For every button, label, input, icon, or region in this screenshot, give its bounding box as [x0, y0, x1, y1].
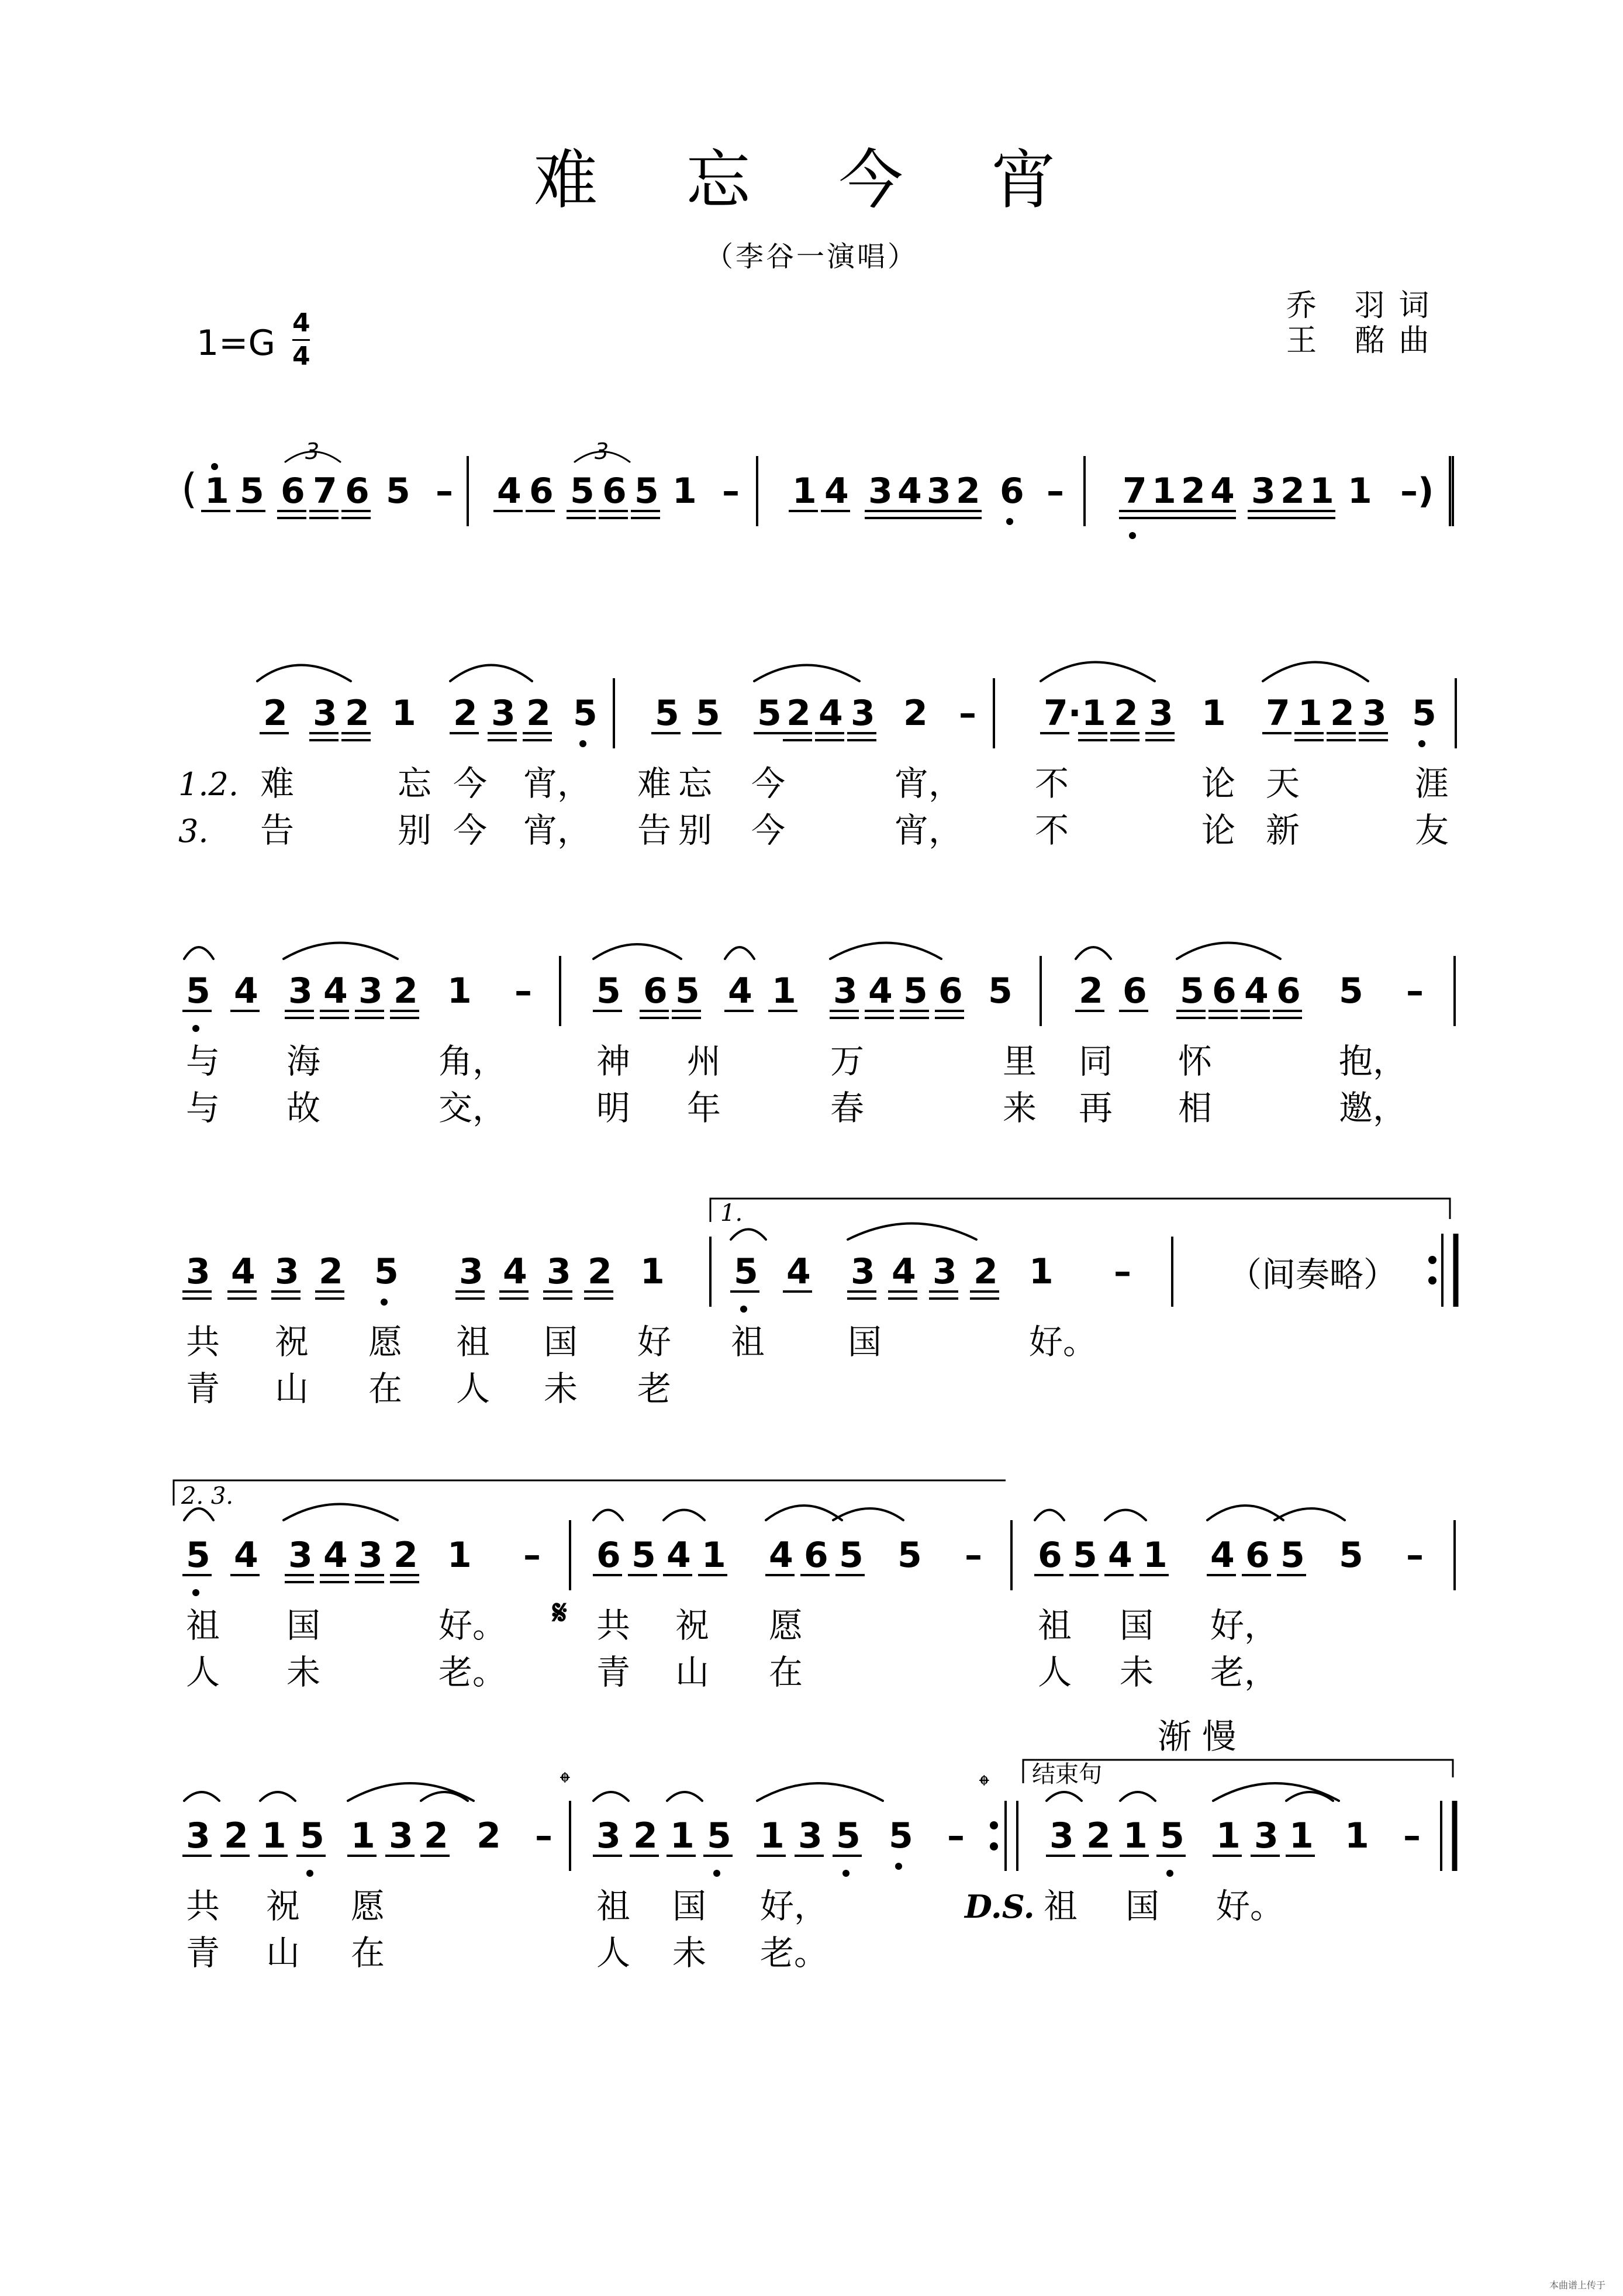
lyric-syllable: 怀 [1178, 1041, 1213, 1081]
note: 1 [672, 471, 697, 512]
note: 6 [643, 971, 668, 1011]
note: 3 [491, 693, 516, 734]
lyric-syllable: 愿 [769, 1606, 803, 1645]
lyric-syllable: D.S. [965, 1888, 1035, 1925]
note: 1 [640, 1251, 665, 1292]
lyric-syllable: 年 [687, 1088, 721, 1128]
note: – [1406, 1535, 1424, 1576]
note: – [514, 971, 532, 1011]
note: 6 [596, 1535, 621, 1576]
note: 4 [819, 693, 843, 734]
note: 1 [1348, 471, 1372, 512]
lyric-syllable: 人 [456, 1369, 491, 1408]
note: 3 [186, 1251, 210, 1292]
note: 5 [839, 1535, 864, 1576]
note: 1 [1345, 1815, 1369, 1856]
lyric-syllable: 里 [1003, 1041, 1037, 1081]
octave-dot [1166, 1870, 1173, 1877]
lyric-syllable: 忘 [398, 764, 432, 803]
note: 1 [447, 971, 472, 1011]
note: 5 [374, 1251, 399, 1292]
note: 3 [313, 693, 337, 734]
note: 2 [1114, 693, 1138, 734]
note: 1 [205, 471, 229, 512]
lyric-syllable: 国 [1120, 1606, 1154, 1645]
score-row-5 [182, 1520, 1455, 1692]
lyric-syllable: 好。 [438, 1606, 507, 1645]
composer-credit: 王 酩曲 [1286, 323, 1444, 358]
segno-mark: 𝄋 [552, 1593, 567, 1632]
note: 3 [851, 693, 875, 734]
note: 4 [728, 971, 752, 1011]
note: – [1114, 1251, 1131, 1292]
note: 5 [570, 471, 595, 512]
note: 5 [186, 1535, 210, 1576]
lyric-syllable: 在 [769, 1652, 803, 1692]
note: 5 [988, 971, 1013, 1011]
octave-dot [1418, 740, 1425, 747]
note: – [722, 471, 740, 512]
note: 6 [1212, 971, 1237, 1011]
note: 3 [1251, 471, 1276, 512]
note: 2 [1079, 971, 1103, 1011]
note: 4 [786, 1251, 811, 1292]
lyric-syllable: 再 [1079, 1088, 1113, 1128]
note: – [1406, 971, 1424, 1011]
lyric-syllable: 国 [672, 1886, 707, 1926]
note: 6 [1245, 1535, 1270, 1576]
note: 5 [675, 971, 700, 1011]
lyric-syllable: 今 [751, 764, 786, 803]
note: 6 [281, 471, 305, 512]
lyric-syllable: 神 [596, 1041, 631, 1081]
note: 3 [596, 1815, 621, 1856]
lyric-syllable: 来 [1003, 1088, 1037, 1128]
note: 4 [667, 1535, 691, 1576]
triplet-mark-1: 3 [305, 439, 320, 464]
lyric-syllable: 未 [1120, 1652, 1154, 1692]
note: 5 [707, 1815, 731, 1856]
note: 1 [1201, 693, 1226, 734]
note: 3 [1362, 693, 1387, 734]
note: – [1047, 471, 1064, 512]
note: 3 [868, 471, 893, 512]
lyric-syllable: 好。 [1216, 1886, 1284, 1926]
note: 5 [1073, 1535, 1097, 1576]
note: 3 [186, 1815, 210, 1856]
lyric-syllable: 国 [1125, 1886, 1160, 1926]
octave-dot [192, 1589, 199, 1596]
octave-dot [842, 1870, 850, 1877]
note: 4 [323, 971, 348, 1011]
note: 5 [734, 1251, 758, 1292]
lyric-syllable: 交， [438, 1088, 507, 1128]
footer-note: 本曲谱上传于 [1549, 2280, 1605, 2291]
score-row-2 [178, 678, 1456, 850]
note: 6 [1276, 971, 1301, 1011]
lyric-syllable: 祖 [186, 1606, 220, 1645]
lyric-syllable: 青 [186, 1369, 220, 1408]
lyricist-credit: 乔 羽词 [1286, 288, 1444, 323]
lyric-syllable: 告 [260, 810, 295, 850]
lyric-syllable: 青 [186, 1933, 220, 1973]
note: 4 [234, 1535, 258, 1576]
note: 5 [596, 971, 621, 1011]
note: 3 [459, 1251, 484, 1292]
note: 7 [313, 471, 337, 512]
note: 1 [772, 971, 796, 1011]
note: 2 [319, 1251, 343, 1292]
lyric-syllable: 邀， [1339, 1088, 1407, 1128]
lyric-syllable: 告 [637, 810, 672, 850]
score-row-1 [181, 456, 1453, 539]
note: 2 [453, 693, 478, 734]
lyric-syllable: 新 [1266, 810, 1300, 850]
note: 3 [547, 1251, 571, 1292]
note: 1 [1289, 1815, 1314, 1856]
lyric-syllable: 老 [637, 1369, 672, 1408]
note: 7 [1266, 693, 1290, 734]
note: 3 [1049, 1815, 1074, 1856]
note: 1 [1123, 1815, 1148, 1856]
lyric-syllable: 共 [186, 1886, 220, 1926]
octave-dot [895, 1863, 902, 1870]
note: 4 [231, 1251, 255, 1292]
note: 2 [224, 1815, 248, 1856]
note: 2 [393, 1535, 418, 1576]
note: 3 [288, 1535, 313, 1576]
note: 1 [392, 693, 416, 734]
score-row-6 [182, 1801, 1421, 1973]
note: 5 [1412, 693, 1436, 734]
note: 2 [903, 693, 928, 734]
note: 2 [393, 971, 418, 1011]
note: 5 [186, 971, 210, 1011]
lyric-syllable: 祝 [266, 1886, 301, 1926]
octave-dot [1129, 532, 1136, 539]
lyric-syllable: 明 [596, 1088, 631, 1128]
lyric-syllable: 山 [675, 1652, 710, 1692]
note: 2 [633, 1815, 658, 1856]
lyric-syllable: 共 [596, 1606, 631, 1645]
lyric-syllable: 人 [596, 1933, 631, 1973]
note: 6 [1123, 971, 1147, 1011]
note: 4 [892, 1251, 916, 1292]
lyric-syllable: 好。 [1029, 1322, 1097, 1362]
note: 5 [836, 1815, 861, 1856]
lyric-syllable: 论 [1201, 810, 1236, 850]
note: 6 [1000, 471, 1024, 512]
note: 5 [631, 1535, 656, 1576]
note: 1 [1143, 1535, 1168, 1576]
note: 1 [670, 1815, 695, 1856]
note: 4 [824, 471, 849, 512]
note: 6 [804, 1535, 828, 1576]
note: 1 [760, 1815, 785, 1856]
lyric-syllable: 海 [286, 1041, 321, 1081]
song-title: 难 忘 今 宵 [533, 143, 1090, 217]
note: 5 [634, 471, 659, 512]
note: 2 [786, 693, 811, 734]
lyric-syllable: 青 [596, 1652, 631, 1692]
note: 2 [526, 693, 551, 734]
key-signature: 1=G [196, 323, 275, 364]
note: 5 [903, 971, 928, 1011]
lyric-syllable: 老。 [760, 1933, 828, 1973]
lyric-syllable: 同 [1079, 1041, 1113, 1081]
lyric-syllable: 宵， [523, 764, 592, 803]
note: – [523, 1535, 541, 1576]
note: – [436, 471, 453, 512]
note: 1 [1082, 693, 1106, 734]
note: 6 [529, 471, 554, 512]
octave-dot [1006, 518, 1013, 525]
lyric-syllable: 今 [453, 810, 488, 850]
note: 2 [973, 1251, 998, 1292]
lyric-syllable: 别 [398, 810, 432, 850]
lyric-syllable: 与 [186, 1041, 220, 1081]
octave-dot [381, 1299, 388, 1306]
lyric-syllable: 未 [286, 1652, 321, 1692]
note: 4 [769, 1535, 793, 1576]
note: 2 [1086, 1815, 1111, 1856]
note: 3 [275, 1251, 299, 1292]
note: – [959, 693, 976, 734]
lyric-syllable: 山 [275, 1369, 309, 1408]
note: 5 [757, 693, 782, 734]
lyric-syllable: 祖 [1038, 1606, 1072, 1645]
note: 1 [792, 471, 817, 512]
lyric-syllable: 国 [286, 1606, 321, 1645]
note: 3 [389, 1815, 413, 1856]
note: 1 [702, 1535, 726, 1576]
octave-dot [211, 463, 218, 470]
note: 2 [1330, 693, 1355, 734]
note: ( [181, 465, 198, 513]
score-rows [178, 456, 1456, 1973]
note: – [535, 1815, 552, 1856]
note: – [965, 1535, 982, 1576]
lyric-syllable: 祖 [596, 1886, 631, 1926]
volta-1-label: 1. [720, 1200, 743, 1227]
lyric-syllable: 国 [848, 1322, 882, 1362]
lyric-syllable: 愿 [368, 1322, 403, 1362]
lyric-syllable: 不 [1035, 764, 1069, 803]
lyric-syllable: 友 [1415, 810, 1449, 850]
note: 5 [696, 693, 720, 734]
note: 5 [573, 693, 598, 734]
note: 2 [1280, 471, 1305, 512]
time-signature-bottom: 4 [292, 341, 310, 371]
note: 3 [927, 471, 951, 512]
lyric-syllable: 3. [178, 813, 209, 850]
note: 5 [300, 1815, 324, 1856]
lyric-syllable: 祖 [1044, 1886, 1078, 1926]
lyric-syllable: 人 [1038, 1652, 1072, 1692]
note: 6 [938, 971, 963, 1011]
note: 1 [351, 1815, 375, 1856]
note: 3 [1149, 693, 1173, 734]
lyric-syllable: 州 [687, 1041, 721, 1081]
lyric-syllable: 祖 [456, 1322, 491, 1362]
lyric-syllable: 老， [1210, 1652, 1279, 1692]
lyric-syllable: 宵， [895, 810, 963, 850]
lyric-syllable: 涯 [1415, 764, 1449, 803]
lyric-syllable: 忘 [678, 764, 713, 803]
note: 5 [1160, 1815, 1185, 1856]
lyric-syllable: 好， [760, 1886, 828, 1926]
note: 2 [476, 1815, 501, 1856]
lyric-syllable: 春 [830, 1088, 865, 1128]
octave-dot [713, 1870, 720, 1877]
note: 5 [1180, 971, 1204, 1011]
lyric-syllable: 别 [678, 810, 713, 850]
lyric-syllable: 未 [544, 1369, 578, 1408]
volta-23-label: 2. 3. [181, 1483, 234, 1510]
note: 1 [262, 1815, 286, 1856]
note: 3 [833, 971, 858, 1011]
note: 5 [1280, 1535, 1305, 1576]
score-row-4 [182, 1237, 1172, 1408]
lyric-syllable: 角， [438, 1041, 507, 1081]
lyric-syllable: 祝 [675, 1606, 710, 1645]
note: 5 [1339, 1535, 1363, 1576]
lyric-syllable: 抱， [1339, 1041, 1407, 1081]
octave-dot [740, 1306, 747, 1313]
lyric-syllable: 人 [186, 1652, 220, 1692]
ritardando-mark: 渐 慢 [1158, 1717, 1237, 1756]
lyric-syllable: 好， [1210, 1606, 1279, 1645]
note: 6 [345, 471, 370, 512]
note: 4 [503, 1251, 527, 1292]
note: 5 [897, 1535, 922, 1576]
lyric-syllable: 万 [830, 1041, 865, 1081]
note: 3 [288, 971, 313, 1011]
note: 7· [1044, 693, 1082, 734]
lyric-syllable: 天 [1266, 764, 1300, 803]
lyric-syllable: 祝 [275, 1322, 309, 1362]
note: 4 [497, 471, 522, 512]
note: 5 [889, 1815, 913, 1856]
lyric-syllable: 故 [286, 1088, 321, 1128]
coda-mark-1: 𝄌 [560, 1766, 570, 1799]
note: 4 [234, 971, 258, 1011]
note: 2 [956, 471, 980, 512]
lyric-syllable: 共 [186, 1322, 220, 1362]
note: 1 [1152, 471, 1176, 512]
note: 1 [447, 1535, 472, 1576]
lyric-syllable: 在 [368, 1369, 403, 1408]
note: 2 [345, 693, 370, 734]
note: 2 [588, 1251, 612, 1292]
note: 4 [1210, 471, 1235, 512]
octave-dot [579, 740, 586, 747]
score-row-3 [182, 956, 1455, 1128]
lyric-syllable: 愿 [351, 1886, 385, 1926]
ending-label: 结束句 [1032, 1761, 1102, 1788]
lyric-syllable: 未 [672, 1933, 707, 1973]
note: 3 [798, 1815, 823, 1856]
note: 4 [323, 1535, 348, 1576]
interlude-note: （间奏略） [1228, 1255, 1398, 1294]
note: 7 [1123, 471, 1147, 512]
lyric-syllable: 论 [1201, 764, 1236, 803]
octave-dot [306, 1870, 313, 1877]
note: 3 [358, 1535, 383, 1576]
note: 3 [1254, 1815, 1279, 1856]
note: –) [1400, 471, 1434, 512]
note: 4 [1244, 971, 1269, 1011]
lyric-syllable: 祖 [731, 1322, 765, 1362]
lyric-syllable: 宵， [523, 810, 592, 850]
note: – [947, 1815, 965, 1856]
note: 1 [1216, 1815, 1241, 1856]
lyric-syllable: 国 [544, 1322, 578, 1362]
note: – [1403, 1815, 1421, 1856]
note: 1 [1310, 471, 1334, 512]
note: 5 [386, 471, 410, 512]
note: 1 [1029, 1251, 1054, 1292]
note: 4 [868, 971, 893, 1011]
lyric-syllable: 不 [1035, 810, 1069, 850]
octave-dot [192, 1025, 199, 1032]
time-signature-top: 4 [292, 308, 310, 338]
note: 2 [1181, 471, 1206, 512]
lyric-syllable: 宵， [895, 764, 963, 803]
coda-mark-2: 𝄌 [979, 1769, 989, 1802]
lyric-syllable: 山 [266, 1933, 301, 1973]
note: 2 [424, 1815, 448, 1856]
lyric-syllable: 在 [351, 1933, 385, 1973]
lyric-syllable: 与 [186, 1088, 220, 1128]
note: 5 [655, 693, 679, 734]
note: 3 [358, 971, 383, 1011]
note: 6 [602, 471, 627, 512]
note: 4 [897, 471, 922, 512]
lyric-syllable: 难 [260, 764, 295, 803]
lyric-syllable: 今 [751, 810, 786, 850]
note: 1 [1298, 693, 1322, 734]
lyric-syllable: 难 [637, 764, 672, 803]
note: 3 [851, 1251, 875, 1292]
lyric-syllable: 老。 [438, 1652, 507, 1692]
note: 5 [1339, 971, 1363, 1011]
lyric-syllable: 1.2. [178, 766, 239, 803]
lyric-syllable: 好 [637, 1322, 672, 1362]
note: 2 [263, 693, 288, 734]
note: 4 [1210, 1535, 1235, 1576]
triplet-mark-2: 3 [595, 439, 609, 464]
performer-subtitle: （李谷一演唱） [705, 240, 918, 273]
note: 5 [240, 471, 264, 512]
note: 4 [1108, 1535, 1132, 1576]
note: 6 [1038, 1535, 1062, 1576]
lyric-syllable: 今 [453, 764, 488, 803]
lyric-syllable: 相 [1178, 1088, 1213, 1128]
note: 3 [933, 1251, 957, 1292]
